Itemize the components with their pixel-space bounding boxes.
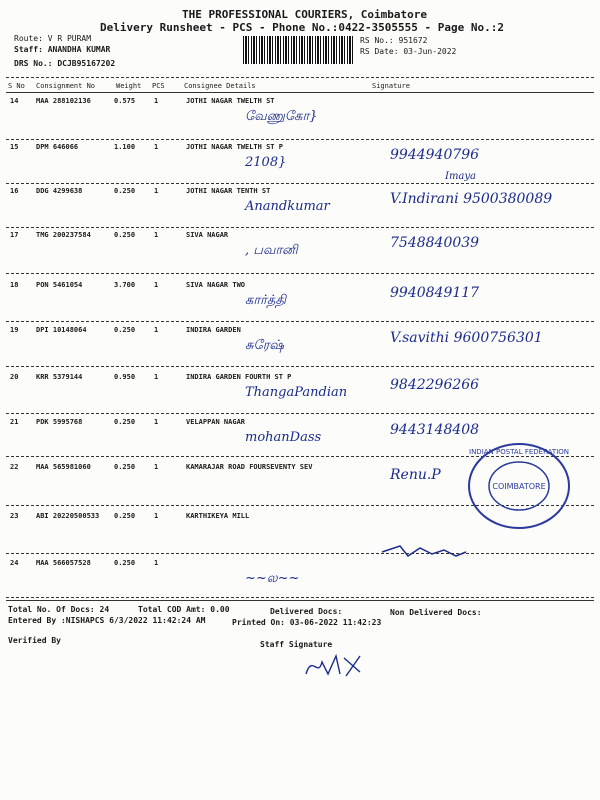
row-weight: 0.250 — [114, 326, 136, 334]
col-signature: Signature — [372, 82, 410, 90]
row-details: KAMARAJAR ROAD FOURSEVENTY SEV — [186, 463, 313, 471]
row-handwritten-name: ~~ல~~ — [245, 571, 300, 586]
row-divider — [6, 321, 594, 322]
printed-on: Printed On: 03-06-2022 11:42:23 — [232, 618, 382, 627]
row-sno: 18 — [10, 281, 19, 289]
row-pcs: 1 — [154, 231, 159, 239]
non-delivered-docs: Non Delivered Docs: — [390, 608, 482, 617]
row-handwritten-note: 9842296266 — [390, 377, 480, 393]
row-weight: 0.250 — [114, 512, 136, 520]
row-pcs: 1 — [154, 463, 159, 471]
row-pcs: 1 — [154, 559, 159, 567]
row-consignment: KRR 5379144 — [36, 373, 83, 381]
company-title: THE PROFESSIONAL COURIERS, Coimbatore — [182, 8, 428, 21]
row-details: INDIRA GARDEN FOURTH ST P — [186, 373, 292, 381]
row-divider — [6, 597, 594, 598]
row-weight: 0.250 — [114, 463, 136, 471]
row-details: SIVA NAGAR TWO — [186, 281, 246, 289]
footer-rule — [6, 600, 594, 601]
col-consignment: Consignment No — [36, 82, 96, 90]
row-pcs: 1 — [154, 326, 159, 334]
row-details: VELAPPAN NAGAR — [186, 418, 246, 426]
col-sno: S No — [8, 82, 25, 90]
row-handwritten-name: கார்த்தி — [245, 293, 287, 308]
staff-signature-label: Staff Signature — [260, 640, 333, 649]
row-sno: 20 — [10, 373, 19, 381]
barcode — [243, 36, 353, 64]
row-handwritten-note: V.savithi 9600756301 — [390, 330, 543, 346]
row-handwritten-note: 9944940796 — [390, 147, 480, 163]
rs-no: RS No.: 951672 — [360, 36, 428, 45]
row-weight: 1.100 — [114, 143, 136, 151]
row-handwritten-note: V.Indirani 9500380089 — [390, 191, 553, 207]
row-sno: 22 — [10, 463, 19, 471]
stamp-ring-text: INDIAN POSTAL FEDERATION — [469, 448, 569, 456]
row-pcs: 1 — [154, 143, 159, 151]
row-divider — [6, 183, 594, 184]
signature-scribble-23 — [380, 540, 470, 564]
row-sno: 16 — [10, 187, 19, 195]
row-details: JOTHI NAGAR TENTH ST — [186, 187, 271, 195]
row-pcs: 1 — [154, 512, 159, 520]
row-sno: 24 — [10, 559, 19, 567]
row-sno: 14 — [10, 97, 19, 105]
col-weight: Weight — [116, 82, 142, 90]
row-consignment: PON 5461054 — [36, 281, 83, 289]
row-sno: 21 — [10, 418, 19, 426]
row-details: JOTHI NAGAR TWELTH ST P — [186, 143, 283, 151]
row-handwritten-name: வேணுகோ} — [245, 109, 318, 124]
row-pcs: 1 — [154, 418, 159, 426]
row-pcs: 1 — [154, 187, 159, 195]
row-divider — [6, 273, 594, 274]
row-handwritten-note: 9443148408 — [390, 422, 480, 438]
hand-name-imaya: Imaya — [445, 171, 477, 182]
row-divider — [6, 366, 594, 367]
row-handwritten-name: 2108} — [245, 155, 287, 170]
row-weight: 0.250 — [114, 418, 136, 426]
row-handwritten-name: Anandkumar — [245, 199, 330, 214]
staff-label: Staff: ANANDHA KUMAR — [14, 45, 111, 54]
row-handwritten-note: 7548840039 — [390, 235, 480, 251]
row-consignment: ABI 20220500533 — [36, 512, 100, 520]
row-pcs: 1 — [154, 373, 159, 381]
header-rule-top — [6, 77, 594, 78]
row-details: INDIRA GARDEN — [186, 326, 241, 334]
row-consignment: MAA 565981060 — [36, 463, 91, 471]
row-details: JOTHI NAGAR TWELTH ST — [186, 97, 275, 105]
runsheet-title: Delivery Runsheet - PCS - Phone No.:0422-3505555 - Page No.:2 — [100, 21, 504, 34]
row-weight: 0.575 — [114, 97, 136, 105]
row-handwritten-name: சுரேஷ் — [245, 338, 284, 353]
row-handwritten-name: mohanDass — [245, 430, 322, 445]
row-consignment: DPM 646066 — [36, 143, 79, 151]
row-weight: 0.250 — [114, 559, 136, 567]
row-consignment: MAA 288102136 — [36, 97, 91, 105]
delivered-docs: Delivered Docs: — [270, 607, 343, 616]
row-weight: 0.250 — [114, 231, 136, 239]
row-divider — [6, 553, 594, 554]
row-sno: 17 — [10, 231, 19, 239]
row-consignment: MAA 566057528 — [36, 559, 91, 567]
entered-by: Entered By :NISHAPCS 6/3/2022 11:42:24 AM — [8, 616, 206, 625]
row-sno: 23 — [10, 512, 19, 520]
col-pcs: PCS — [152, 82, 165, 90]
stamp-center-text: COIMBATORE — [492, 482, 546, 491]
row-weight: 0.250 — [114, 187, 136, 195]
row-weight: 0.950 — [114, 373, 136, 381]
postal-stamp — [464, 440, 574, 532]
row-divider — [6, 413, 594, 414]
header-rule-bottom — [6, 92, 594, 93]
route-label: Route: V R PURAM — [14, 34, 92, 43]
row-pcs: 1 — [154, 97, 159, 105]
drs-label: DRS No.: DCJB95167202 — [14, 59, 116, 68]
col-consignee: Consignee Details — [184, 82, 256, 90]
row-sno: 19 — [10, 326, 19, 334]
row-consignment: PDK 5995768 — [36, 418, 83, 426]
row-divider — [6, 227, 594, 228]
row-divider — [6, 139, 594, 140]
row-weight: 3.700 — [114, 281, 136, 289]
rs-date: RS Date: 03-Jun-2022 — [360, 47, 457, 56]
row-details: SIVA NAGAR — [186, 231, 229, 239]
row-handwritten-name: ThangaPandian — [245, 385, 348, 400]
row-pcs: 1 — [154, 281, 159, 289]
row-handwritten-note: 9940849117 — [390, 285, 480, 301]
row-sno: 15 — [10, 143, 19, 151]
row-handwritten-name: , பவானி — [245, 243, 298, 258]
row-consignment: TMG 200237584 — [36, 231, 91, 239]
row-handwritten-note: Renu.P — [390, 467, 441, 483]
row-consignment: DDG 4299638 — [36, 187, 83, 195]
row-consignment: DPI 10148064 — [36, 326, 87, 334]
verified-by: Verified By — [8, 636, 61, 645]
total-cod: Total COD Amt: 0.00 — [138, 605, 230, 614]
total-docs: Total No. Of Docs: 24 — [8, 605, 110, 614]
staff-signature-scribble — [300, 650, 370, 680]
row-details: KARTHIKEYA MILL — [186, 512, 250, 520]
